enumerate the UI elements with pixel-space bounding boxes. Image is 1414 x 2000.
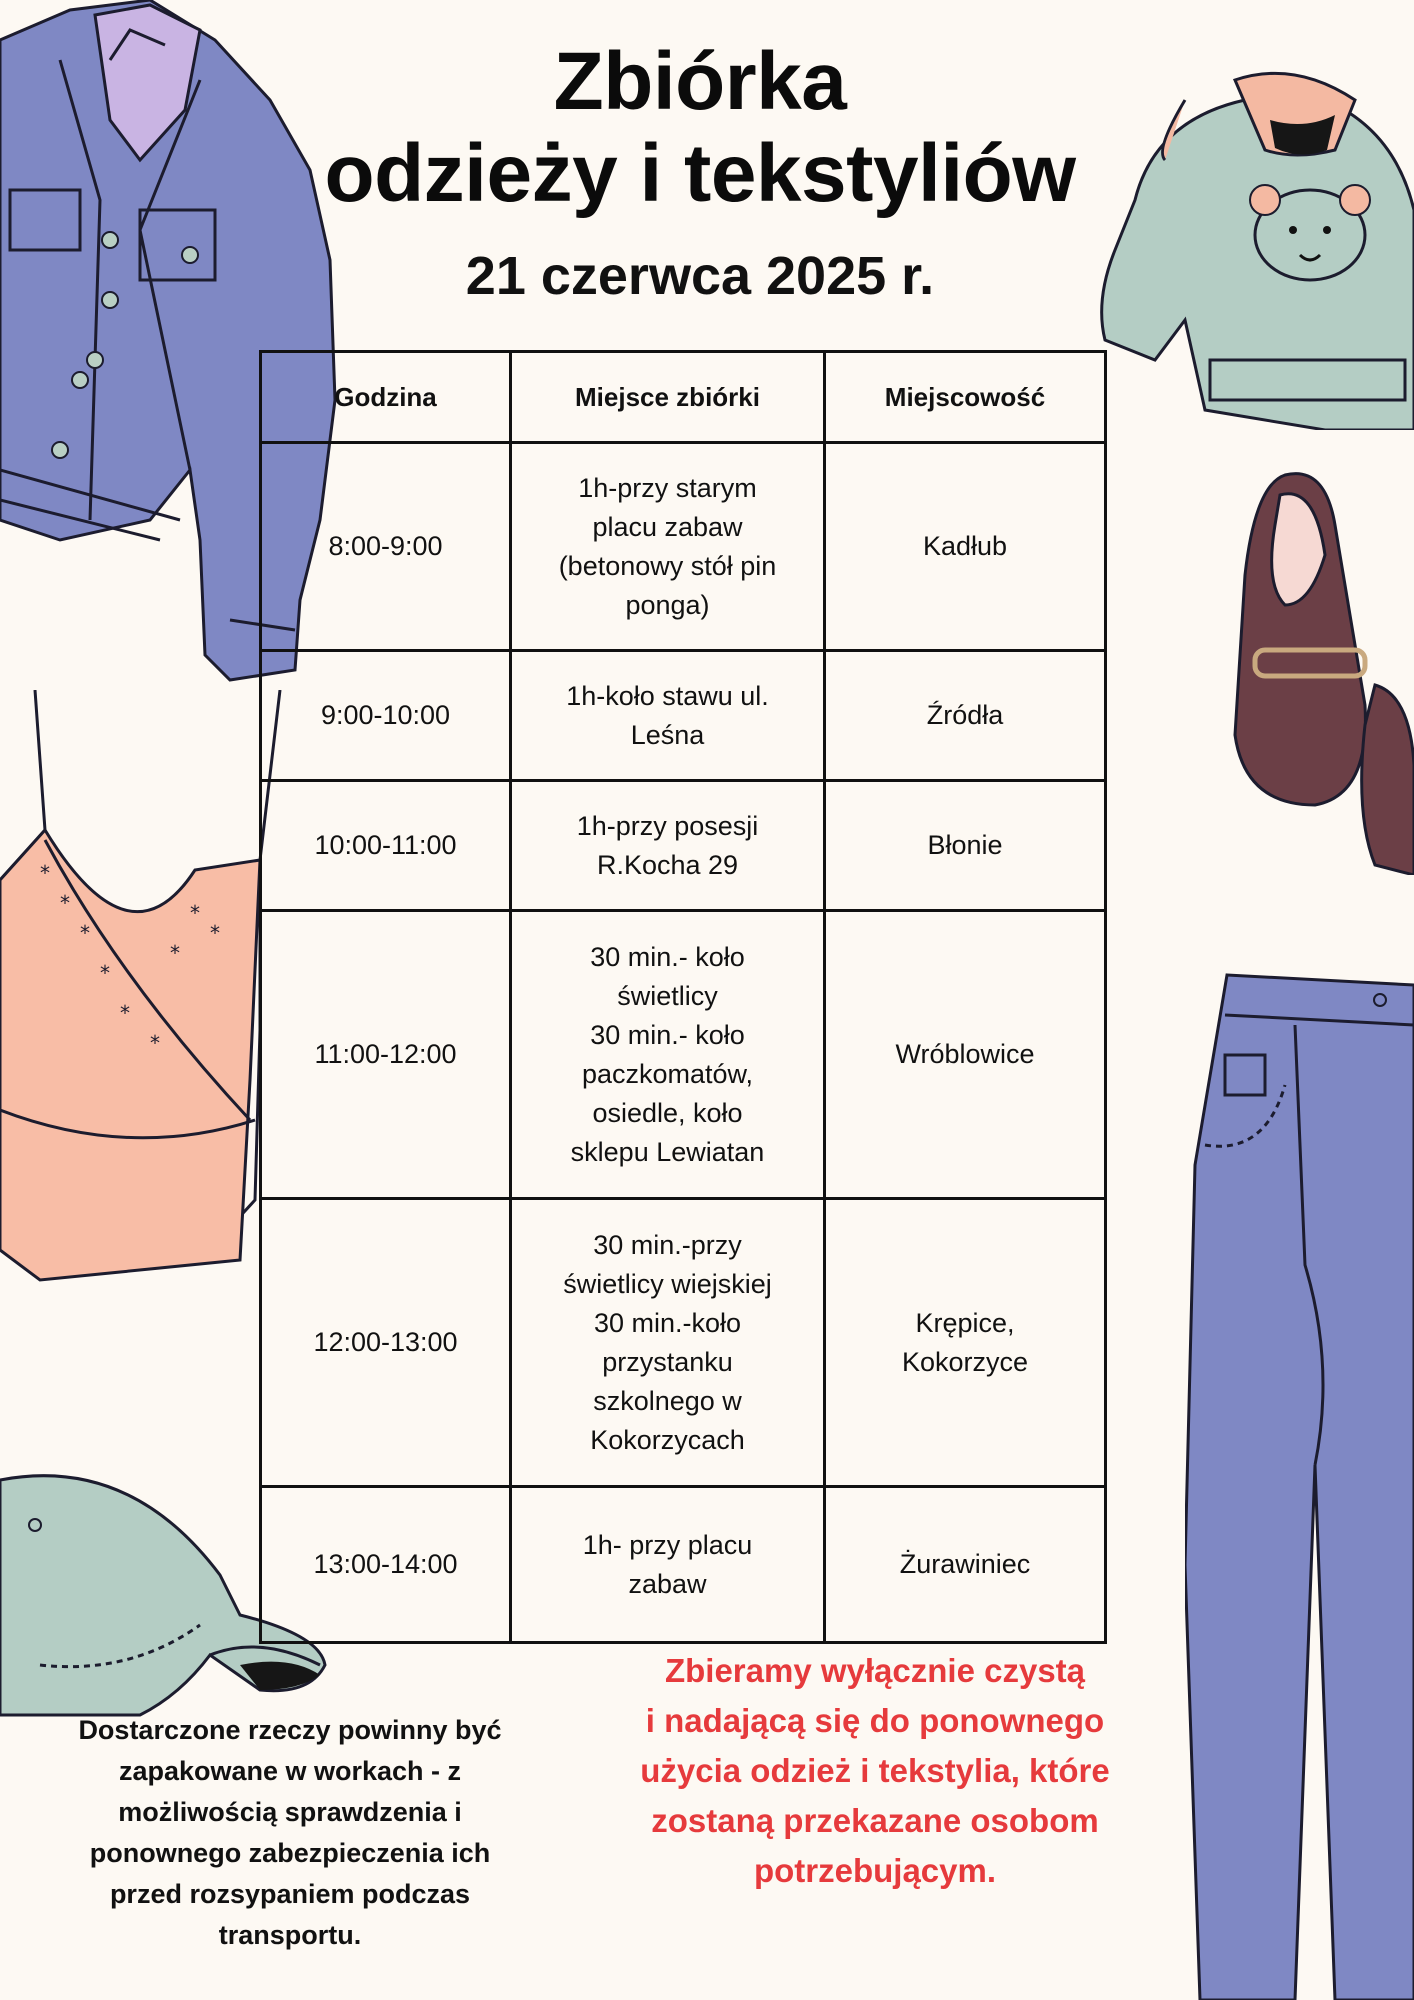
svg-text:*: * bbox=[170, 941, 180, 965]
loafers-icon bbox=[1225, 465, 1414, 875]
table-row bbox=[261, 651, 1106, 781]
cell-town bbox=[825, 443, 1106, 651]
collection-note bbox=[565, 1646, 1185, 1896]
header-town: Miejscowość bbox=[825, 352, 1106, 443]
note-left-line: transportu. bbox=[218, 1920, 362, 1950]
svg-text:*: * bbox=[100, 961, 110, 985]
svg-text:*: * bbox=[60, 891, 70, 915]
place-line: przystanku bbox=[602, 1346, 733, 1377]
event-date: 21 czerwca 2025 r. bbox=[465, 246, 935, 306]
town-line: Błonie bbox=[927, 830, 1003, 860]
place-line: placu zabaw bbox=[592, 511, 743, 542]
schedule-body bbox=[261, 443, 1106, 1643]
place-line: 30 min.-przy bbox=[593, 1229, 742, 1260]
table-row bbox=[261, 911, 1106, 1199]
svg-text:*: * bbox=[80, 921, 90, 945]
header-hour: Godzina bbox=[261, 352, 511, 443]
title-line-2: odzieży i tekstyliów bbox=[324, 128, 1076, 219]
place-line: 1h-koło stawu ul. bbox=[566, 680, 769, 711]
cell-place bbox=[511, 911, 825, 1199]
place-line: 1h- przy placu bbox=[582, 1529, 753, 1560]
place-line: 30 min.- koło bbox=[590, 941, 745, 972]
title-line-1: Zbiórka bbox=[553, 36, 847, 127]
cell-place bbox=[511, 651, 825, 781]
note-left-line: możliwością sprawdzenia i bbox=[118, 1797, 462, 1827]
note-left-line: Dostarczone rzeczy powinny być bbox=[78, 1715, 502, 1745]
place-line: 1h-przy starym bbox=[578, 472, 757, 503]
jeans-icon bbox=[1185, 965, 1414, 2000]
cell-town bbox=[825, 651, 1106, 781]
note-right-line: potrzebującym. bbox=[753, 1852, 997, 1889]
cell-town bbox=[825, 781, 1106, 911]
svg-text:*: * bbox=[210, 921, 220, 945]
table-header-row bbox=[261, 352, 1106, 443]
place-line: R.Kocha 29 bbox=[596, 849, 739, 880]
note-left-line: przed rozsypaniem podczas bbox=[109, 1879, 471, 1909]
cell-hour: 9:00-10:00 bbox=[261, 651, 511, 781]
town-line: Krępice, bbox=[915, 1307, 1015, 1338]
place-line: zabaw bbox=[628, 1568, 707, 1599]
town-line: Wróblowice bbox=[895, 1039, 1035, 1069]
town-line: Żurawiniec bbox=[899, 1549, 1031, 1579]
page-title bbox=[260, 36, 1140, 220]
svg-text:*: * bbox=[190, 901, 200, 925]
svg-text:*: * bbox=[40, 861, 50, 885]
cell-hour: 13:00-14:00 bbox=[261, 1487, 511, 1643]
place-line: osiedle, koło bbox=[592, 1097, 743, 1128]
cell-place bbox=[511, 781, 825, 911]
place-line: 30 min.-koło bbox=[593, 1307, 742, 1338]
place-line: paczkomatów, bbox=[581, 1058, 754, 1089]
table-row bbox=[261, 443, 1106, 651]
place-line: 1h-przy posesji bbox=[576, 810, 759, 841]
town-line: Źródła bbox=[926, 700, 1004, 730]
town-line: Kadłub bbox=[922, 531, 1008, 561]
place-line: świetlicy wiejskiej bbox=[563, 1268, 772, 1299]
cell-hour: 8:00-9:00 bbox=[261, 443, 511, 651]
hoodie-icon bbox=[1095, 60, 1414, 430]
note-right-line: użycia odzież i tekstylia, które bbox=[640, 1752, 1110, 1789]
schedule-table bbox=[259, 350, 1107, 1644]
header-place: Miejsce zbiórki bbox=[511, 352, 825, 443]
note-right-line: zostaną przekazane osobom bbox=[651, 1802, 1099, 1839]
table-row bbox=[261, 1199, 1106, 1487]
table-row bbox=[261, 781, 1106, 911]
table-row bbox=[261, 1487, 1106, 1643]
cell-town bbox=[825, 1487, 1106, 1643]
cell-hour: 11:00-12:00 bbox=[261, 911, 511, 1199]
cell-place bbox=[511, 1199, 825, 1487]
svg-text:*: * bbox=[150, 1031, 160, 1055]
cell-town bbox=[825, 1199, 1106, 1487]
cell-hour: 12:00-13:00 bbox=[261, 1199, 511, 1487]
packing-note bbox=[30, 1710, 550, 1956]
place-line: Leśna bbox=[630, 719, 705, 750]
cell-hour: 10:00-11:00 bbox=[261, 781, 511, 911]
place-line: świetlicy bbox=[617, 980, 718, 1011]
note-left-line: zapakowane w workach - z bbox=[118, 1756, 462, 1786]
place-line: sklepu Lewiatan bbox=[570, 1136, 765, 1167]
svg-text:*: * bbox=[120, 1001, 130, 1025]
cell-town bbox=[825, 911, 1106, 1199]
note-right-line: i nadającą się do ponownego bbox=[645, 1702, 1105, 1739]
cell-place bbox=[511, 1487, 825, 1643]
place-line: (betonowy stół pin bbox=[558, 550, 777, 581]
place-line: Kokorzycach bbox=[590, 1424, 745, 1455]
town-line: Kokorzyce bbox=[901, 1346, 1029, 1377]
cell-place bbox=[511, 443, 825, 651]
place-line: szkolnego w bbox=[593, 1385, 742, 1416]
note-right-line: Zbieramy wyłącznie czystą bbox=[664, 1652, 1086, 1689]
place-line: ponga) bbox=[625, 589, 710, 620]
place-line: 30 min.- koło bbox=[590, 1019, 745, 1050]
note-left-line: ponownego zabezpieczenia ich bbox=[89, 1838, 491, 1868]
